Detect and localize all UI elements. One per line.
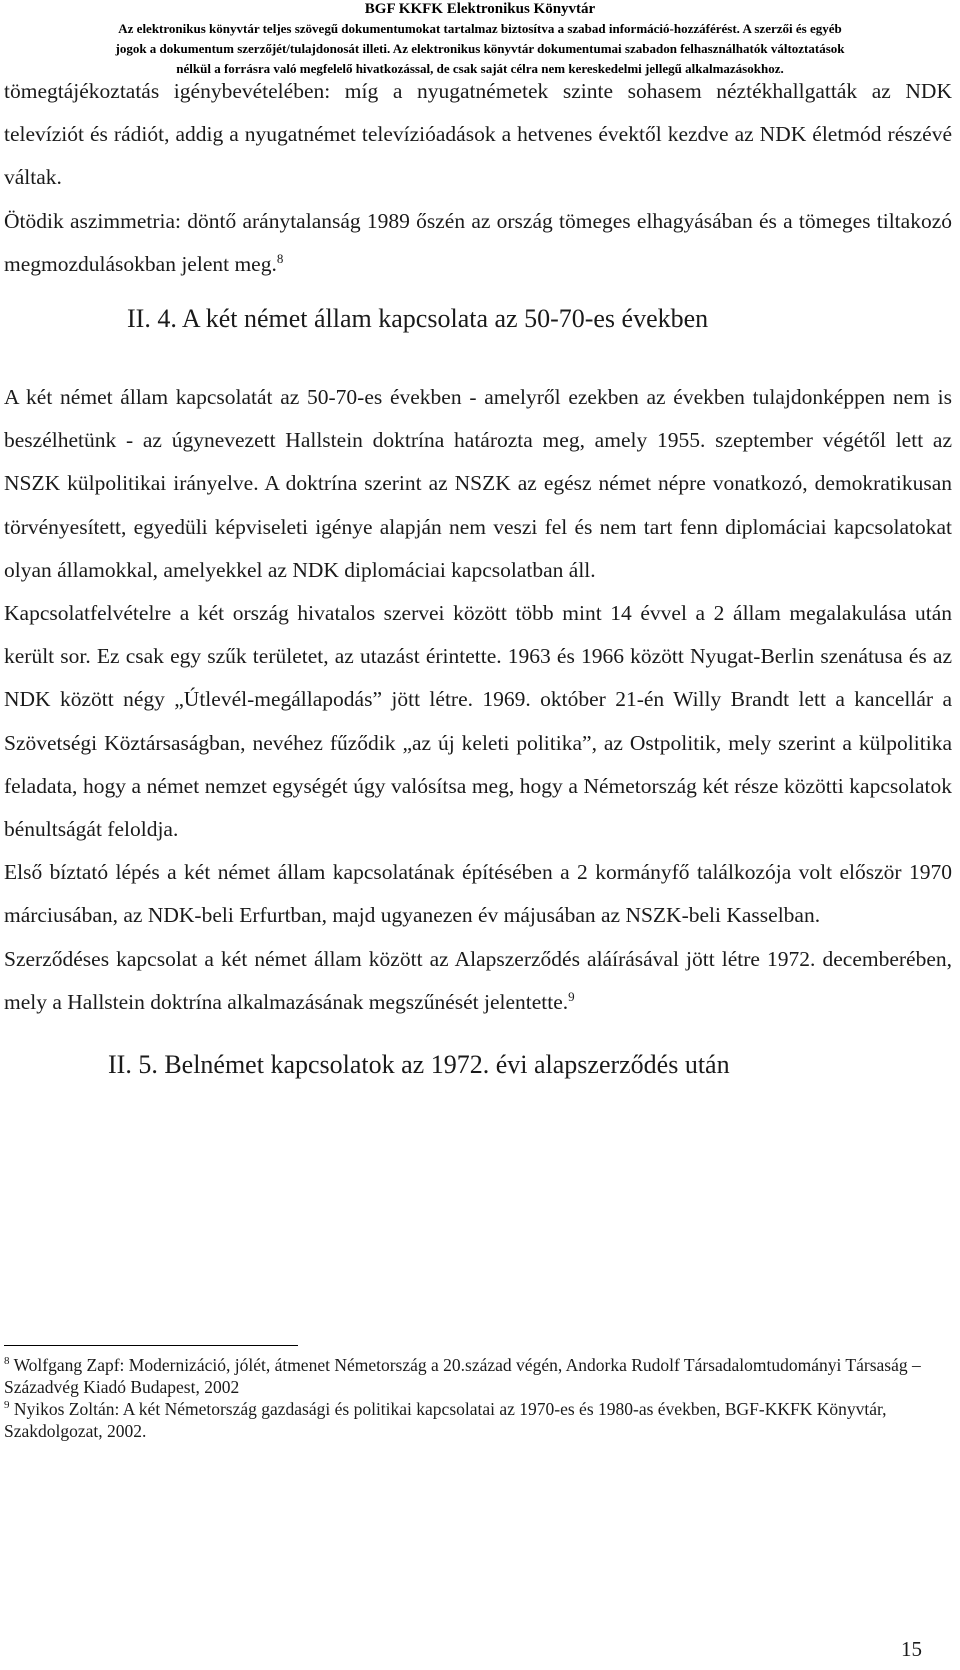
footnote-9 [4,1398,952,1442]
paragraph-5: Első bíztató lépés a két német állam kapcsolatának építésében a 2 kormányfő találkozója volt először 1970 márciusában, az NDK-beli Erfurtban, majd ugyanezen év májusában az NSZK-beli Kasselban. [4,860,952,928]
footnotes [4,1354,952,1442]
footnote-divider [4,1345,298,1346]
paragraph-6-text: Szerződéses kapcsolat a két német állam között az Alapszerződés aláírásával jött létre 1972. decemberében, mely a Hallstein doktrína alkalmazásának megszűnését jelentette. [4,946,952,1014]
paragraph-2 [4,200,952,286]
paragraph-6 [4,938,952,1024]
paragraph-2-text: Ötödik aszimmetria: döntő aránytalanság 1989 őszén az ország tömeges elhagyásában és a tömeges tiltakozó megmozdulásokban jelent meg. [4,208,952,276]
paragraph-3: A két német állam kapcsolatát az 50-70-es években - amelyről ezekben az években tulajdonképpen nem is beszélhetünk - az úgynevezett Hallstein doktrína határozta meg, amely 1955. szeptember végétől lett az NSZK külpolitikai irányelve. A doktrína szerint az NSZK az egész német népre vonatkozó, demokratikusan törvényesített, egyedüli képviseleti igénye alapján nem veszi fel és nem tart fenn diplomáciai kapcsolatokat olyan államokkal, amelyekkel az NDK diplomáciai kapcsolatban áll. [4,385,952,582]
footnote-ref-9[interactable]: 9 [568,988,575,1004]
banner-title: BGF KKFK Elektronikus Könyvtár [364,1,596,17]
section-heading-ii-4: II. 4. A két német állam kapcsolata az 50-70-es években [127,304,709,334]
banner-line-3: nélkül a forrásra való megfelelő hivatkozással, de csak saját célra nem kereskedelmi jellegű alkalmazásokhoz. [176,61,784,76]
footnote-text: Wolfgang Zapf: Modernizáció, jólét, átmenet Németország a 20.század végén, Andorka Rudolf Társadalomtudományi Társaság – Századvég Kiadó Budapest, 2002 [4,1355,921,1397]
banner-line-2: jogok a dokumentum szerzőjét/tulajdonosát illeti. Az elektronikus könyvtár dokumentumai szabadon felhasználhatók változtatások [115,41,845,56]
footnote-number: 9 [4,1399,10,1412]
page-number: 15 [901,1637,922,1661]
footnote-text: Nyikos Zoltán: A két Németország gazdasági és politikai kapcsolatai az 1970-es és 1980-as években, BGF-KKFK Könyvtár, Szakdolgozat, 2002. [4,1399,887,1441]
footnote-ref-8[interactable]: 8 [276,250,284,266]
library-banner [0,0,960,79]
document-body [4,70,952,1080]
paragraph-1: tömegtájékoztatás igénybevételében: míg a nyugatnémetek szinte sohasem néztékhallgatták az NDK televíziót és rádiót, addig a nyugatnémet televízióadások a hetvenes évektől kezdve az NDK életmód részévé váltak. [4,79,952,190]
footnote-8 [4,1354,952,1398]
footnote-number: 8 [4,1355,10,1368]
paragraph-4: Kapcsolatfelvételre a két ország hivatalos szervei között több mint 14 évvel a 2 állam megalakulása után került sor. Ez csak egy szűk területet, az utazást érintette. 1963 és 1966 között Nyugat-Berlin szenátusa és az NDK között négy „Útlevél-megállapodás” jött létre. 1969. október 21-én Willy Brandt lett a kancellár a Szövetségi Köztársaságban, nevéhez fűződik „az új keleti politika”, az Ostpolitik, mely szerint a külpolitika feladata, hogy a német nemzet egységét úgy valósítsa meg, hogy a Németország két része közötti kapcsolatok bénultságát feloldja. [4,601,952,842]
section-heading-ii-5: II. 5. Belnémet kapcsolatok az 1972. évi alapszerződés után [108,1050,730,1080]
banner-line-1: Az elektronikus könyvtár teljes szövegű dokumentumokat tartalmaz biztosítva a szabad információ-hozzáférést. A szerzői és egyéb [118,21,842,36]
